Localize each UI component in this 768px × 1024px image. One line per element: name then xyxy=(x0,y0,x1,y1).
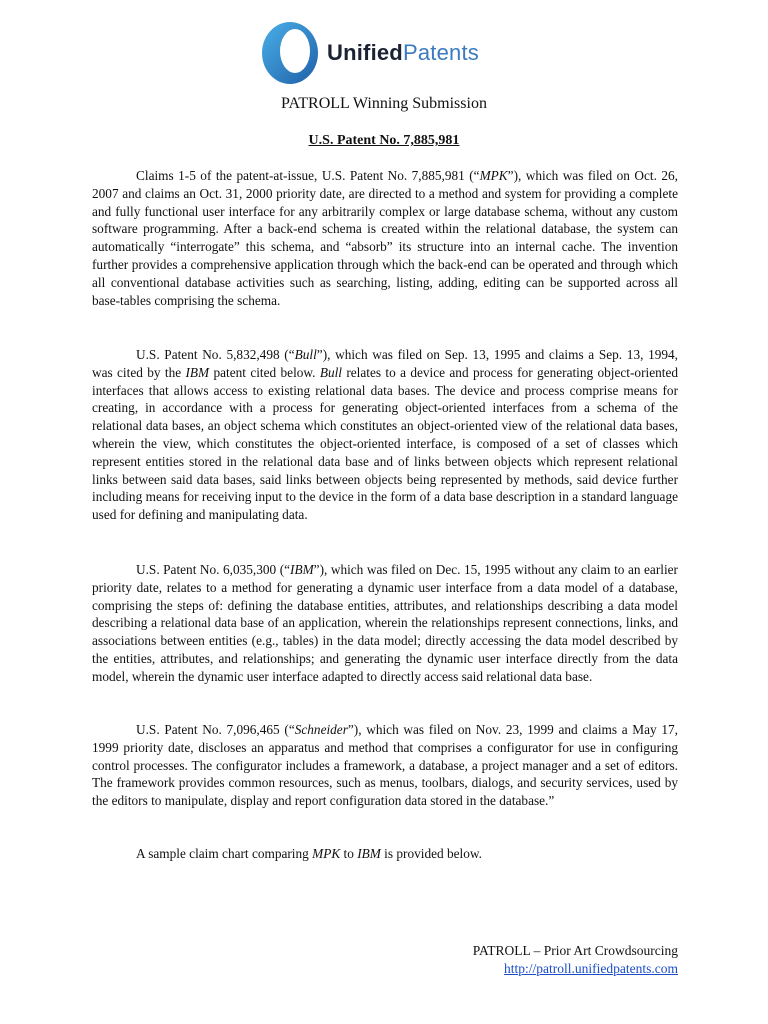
footer-link[interactable]: http://patroll.unifiedpatents.com xyxy=(504,961,678,976)
footer-tagline: PATROLL – Prior Art Crowdsourcing xyxy=(472,943,678,958)
text: ”), which was filed on Dec. 15, 1995 without any claim to an earlier priority date, relates to a method for generating a dynamic user interface from a data model of a database, comprising the steps of: defining the database entities, attributes, and relationships describing a data model describing a relational data base of an application, wherein the relationships represent connections, links, and associations between entities (e.g., tables) in the data model; directly accessing the data model described by the entities, attributes, and relationships; and generating the dynamic user interface directly from the data model, wherein the dynamic user interface adapted to directly access said relational data base. xyxy=(92,562,678,684)
text: is provided below. xyxy=(380,846,482,861)
paragraph-mpk xyxy=(92,167,678,309)
paragraph-schneider xyxy=(92,721,678,810)
page-title: PATROLL Winning Submission xyxy=(281,95,487,112)
text: IBM xyxy=(185,364,210,380)
paragraph-bull xyxy=(92,346,678,524)
text: MPK xyxy=(312,846,341,861)
logo-text-light: Patents xyxy=(402,40,479,65)
text: ”), which was filed on Oct. 26, 2007 and claims an Oct. 31, 2000 priority date, are directed to a method and system for providing a complete and fully functional user interface for any arbitrarily complex or large database schema, without any custom software programming. After a back-end schema is created within the relational database, the system can automatically “interrogate” this schema, and “absorb” its structure into an internal cache. The invention further provides a comprehensive application through which the back-end can be operated and through which all conventional database activities such as searching, listing, adding, editing can be supported across all base-tables comprising the schema. xyxy=(92,168,678,308)
logo-ring-icon xyxy=(259,20,321,86)
patent-number-heading: U.S. Patent No. 7,885,981 xyxy=(308,133,460,148)
text: patent cited below. xyxy=(209,364,320,380)
paragraph-claim-chart-intro xyxy=(92,845,678,863)
text: Schneider xyxy=(294,722,348,737)
text: relates to a device and process for generating object-oriented interfaces that allows access to existing relational data bases. The device and process comprise means for creating, in accordance with a process for generating object-oriented interfaces from a schema of the relational data bases, an object schema which constitutes an object-oriented view of the relational data bases, wherein the view, which constitutes the object-oriented interface, is composed of a set of classes which represent entities stored in the relational data base and of links between objects which represent relational links between said data bases, said links between objects being represented by methods, said device further including means for receiving input to the device in the form of a data base description in a standard language used for defining and manipulating data. xyxy=(92,364,678,523)
logo-text-bold: Unified xyxy=(327,40,403,65)
footer xyxy=(473,942,678,978)
text: Bull xyxy=(319,364,342,380)
text: IBM xyxy=(290,562,314,577)
text: ”), which was filed on Nov. 23, 1999 and claims a May 17, 1999 priority date, discloses an apparatus and method that comprises a configurator for use in configuring control processes. The configurator includes a framework, a database, a project manager and a set of editors. The framework provides common resources, such as menus, toolbars, dialogs, and security services, used by the editors to manipulate, display and report configuration data stored in the database.” xyxy=(92,722,678,809)
text: MPK xyxy=(479,168,508,183)
text: to xyxy=(340,846,358,861)
logo-wordmark xyxy=(327,40,479,66)
text: A sample claim chart comparing xyxy=(136,846,313,861)
text: IBM xyxy=(357,846,381,861)
paragraph-ibm xyxy=(92,561,678,686)
text: ”), which was filed on Sep. 13, 1995 and claims a Sep. 13, 1994, was cited by the xyxy=(92,347,678,380)
unified-patents-logo xyxy=(259,18,519,88)
text: U.S. Patent No. 5,832,498 (“ xyxy=(136,347,295,362)
text: U.S. Patent No. 6,035,300 (“ xyxy=(136,562,291,577)
text: Claims 1-5 of the patent-at-issue, U.S. Patent No. 7,885,981 (“ xyxy=(136,168,480,183)
text: U.S. Patent No. 7,096,465 (“ xyxy=(136,722,295,737)
text: Bull xyxy=(294,347,317,362)
